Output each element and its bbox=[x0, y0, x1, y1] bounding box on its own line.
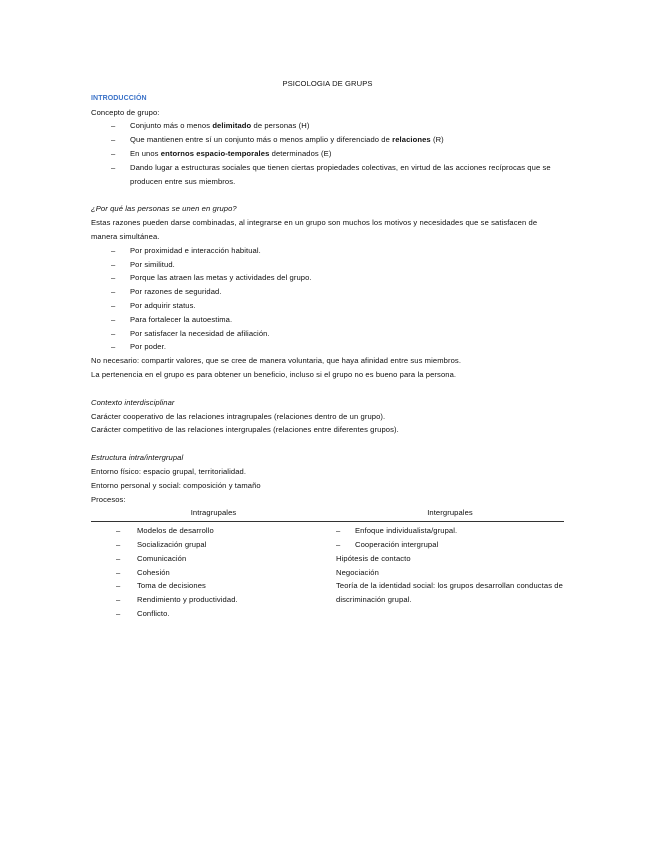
why-heading: ¿Por qué las personas se unen en grupo? bbox=[91, 204, 237, 214]
why-item: – Por proximidad e interacción habitual. bbox=[111, 245, 261, 255]
inter-cell bbox=[336, 522, 564, 621]
inter-item: – Cooperación intergrupal bbox=[336, 539, 439, 549]
inter-list bbox=[336, 524, 564, 552]
structure-personal: Entorno personal y social: composición y tamaño bbox=[91, 480, 261, 490]
concept-item: – En unos entornos espacio-temporales determinados (E) bbox=[91, 147, 564, 161]
why-intro: Estas razones pueden darse combinadas, al integrarse en un grupo son muchos los motivos y necesidades que se satisfacen de manera simultánea. bbox=[91, 218, 538, 241]
inter-item: – Enfoque individualista/grupal. bbox=[336, 526, 458, 536]
table-header-row bbox=[91, 506, 564, 521]
dash-bullet: – bbox=[111, 162, 116, 172]
structure-processes-label: Procesos: bbox=[91, 494, 126, 504]
intra-item: – Cohesión bbox=[116, 567, 170, 577]
why-item: – Por satisfacer la necesidad de afiliación. bbox=[111, 328, 270, 338]
why-list bbox=[91, 244, 564, 354]
intra-item: – Socialización grupal bbox=[116, 539, 207, 549]
intra-item: – Conflicto. bbox=[116, 608, 170, 618]
intro-heading: INTRODUCCIÓN bbox=[91, 94, 147, 102]
col-header-intragrupales: Intragrupales bbox=[91, 506, 336, 521]
inter-negotiation: Negociación bbox=[336, 567, 379, 577]
dash-bullet: – bbox=[111, 121, 116, 131]
intra-list bbox=[91, 524, 336, 621]
inter-social-identity: Teoría de la identidad social: los grupos desarrollan conductas de discriminación grupal. bbox=[336, 581, 563, 605]
concept-item: – Dando lugar a estructuras sociales que tienen ciertas propiedades colectivas, en virtud de las acciones recíprocas que se producen entre sus miembros. bbox=[111, 162, 551, 186]
processes-table bbox=[91, 506, 564, 620]
intra-item: – Rendimiento y productividad. bbox=[116, 595, 238, 605]
dash-bullet: – bbox=[111, 148, 116, 158]
inter-contact-hypothesis: Hipótesis de contacto bbox=[336, 553, 411, 563]
col-header-intergrupales: Intergrupales bbox=[336, 506, 564, 521]
intra-cell bbox=[91, 522, 336, 621]
concept-list bbox=[91, 119, 564, 188]
concept-label: Concepto de grupo: bbox=[91, 107, 160, 117]
why-item: – Porque las atraen las metas y actividades del grupo. bbox=[111, 273, 312, 283]
why-item: – Para fortalecer la autoestima. bbox=[111, 314, 233, 324]
context-line-competitive: Carácter competitivo de las relaciones intergrupales (relaciones entre diferentes grupos). bbox=[91, 425, 399, 435]
document-body bbox=[91, 77, 564, 621]
intra-item: – Toma de decisiones bbox=[116, 581, 206, 591]
why-item: – Por razones de seguridad. bbox=[111, 287, 222, 297]
why-item: – Por similitud. bbox=[111, 259, 175, 269]
structure-physical: Entorno físico: espacio grupal, territorialidad. bbox=[91, 466, 247, 476]
dash-bullet: – bbox=[111, 135, 116, 145]
table-row bbox=[91, 522, 564, 621]
intra-item: – Modelos de desarrollo bbox=[116, 526, 214, 536]
concept-item: – Conjunto más o menos delimitado de personas (H) bbox=[91, 119, 564, 133]
context-heading: Contexto interdisciplinar bbox=[91, 397, 175, 407]
concept-item: – Que mantienen entre sí un conjunto más o menos amplio y diferenciado de relaciones (R) bbox=[91, 133, 564, 147]
why-item: – Por poder. bbox=[111, 342, 167, 352]
document-title: PSICOLOGIA DE GRUPS bbox=[282, 79, 373, 88]
structure-heading: Estructura intra/intergrupal bbox=[91, 453, 184, 463]
context-line-cooperative: Carácter cooperativo de las relaciones intragrupales (relaciones dentro de un grupo). bbox=[91, 411, 386, 421]
why-note-benefit: La pertenencia en el grupo es para obtener un beneficio, incluso si el grupo no es bueno para la persona. bbox=[91, 369, 457, 379]
why-item: – Por adquirir status. bbox=[111, 300, 196, 310]
intra-item: – Comunicación bbox=[116, 553, 187, 563]
why-note-not-necessary: No necesario: compartir valores, que se cree de manera voluntaria, que haya afinidad entre sus miembros. bbox=[91, 356, 462, 366]
